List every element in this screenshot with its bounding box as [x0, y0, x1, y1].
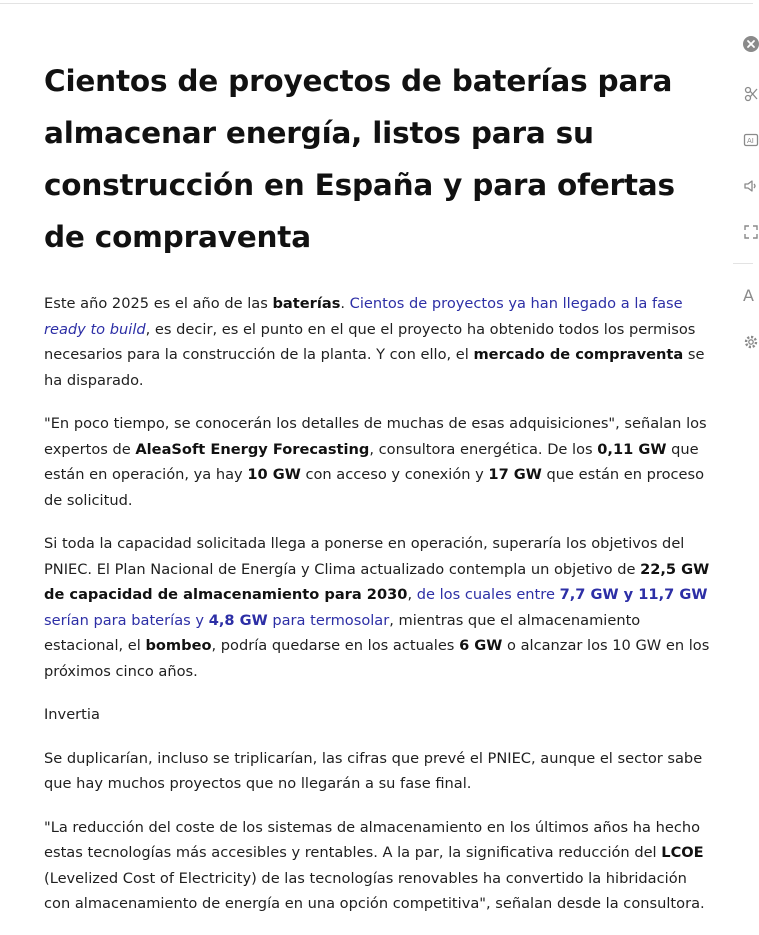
article [44, 55, 712, 935]
bold-text: baterías [272, 295, 341, 312]
bold-text: LCOE [661, 844, 704, 861]
paragraph-5: Se duplicarían, incluso se triplicarían, las cifras que prevé el PNIEC, aunque el sector sabe que hay muchos proyectos que no llegarán a su fase final. [44, 749, 703, 792]
reader-sidebar [729, 30, 753, 370]
close-icon[interactable] [743, 36, 759, 52]
paragraph-6: "La reducción del coste de los sistemas de almacenamiento en los últimos años ha hecho estas tecnologías más accesibles y rentables. A la par, la significativa reducción del LCOE (Levelized Cost of Electricity) de las tecnologías renovables ha convertido la hibridación con almacenamiento de energía en una opción competitiva", señalan desde la consultora. [44, 818, 705, 912]
bold-text: 17 GW [488, 466, 542, 483]
storage-breakdown-link[interactable]: de los cuales entre 7,7 GW y 11,7 GW serían para baterías y 4,8 GW para termosolar [44, 586, 708, 629]
paragraph-2: "En poco tiempo, se conocerán los detalles de muchas de esas adquisiciones", señalan los expertos de AleaSoft Energy Forecasting, consultora energética. De los 0,11 GW que están en operación, ya hay 10 GW con acceso y conexión y 17 GW que están en proceso de solicitud. [44, 415, 707, 509]
text-size-icon[interactable]: A [743, 286, 754, 305]
bold-text: 10 GW [247, 466, 301, 483]
ready-to-build-link[interactable]: Cientos de proyectos ya han llegado a la fase ready to build [44, 295, 683, 338]
article-title: Cientos de proyectos de baterías para almacenar energía, listos para su construcción en España y para ofertas de compraventa [44, 64, 675, 254]
top-border [0, 3, 753, 4]
bold-text: 6 GW [459, 637, 503, 654]
svg-text:AI: AI [747, 137, 754, 145]
paragraph-3: Si toda la capacidad solicitada llega a ponerse en operación, superaría los objetivos del PNIEC. El Plan Nacional de Energía y Clima actualizado contempla un objetivo de 22,5 GW de capacidad de almacenamiento para 2030, de los cuales entre 7,7 GW y 11,7 GW serían para baterías y 4,8 GW para termosolar, mientras que el almacenamiento estacional, el bombeo, podría quedarse en los actuales 6 GW o alcanzar los 10 GW en los próximos cinco años. [44, 535, 710, 680]
fullscreen-icon[interactable] [743, 224, 759, 240]
paragraph-1: Este año 2025 es el año de las baterías. Cientos de proyectos ya han llegado a la fase ready to build, es decir, es el punto en el que el proyecto ha obtenido todos los permisos necesarios para la construcción de la planta. Y con ello, el mercado de compraventa se ha disparado. [44, 295, 705, 389]
bold-text: bombeo [145, 637, 212, 654]
bold-text: mercado de compraventa [473, 346, 684, 363]
settings-icon[interactable] [743, 334, 759, 350]
bold-text: 0,11 GW [597, 440, 667, 458]
source-caption: Invertia [44, 706, 100, 723]
bold-text: 22,5 GW de capacidad de almacenamiento para 2030 [44, 560, 710, 603]
ai-image-icon[interactable] [743, 132, 759, 148]
bold-text: AleaSoft Energy Forecasting [135, 440, 370, 458]
clip-icon[interactable] [743, 86, 759, 102]
read-aloud-icon[interactable] [743, 178, 759, 194]
sidebar-divider [733, 263, 753, 264]
